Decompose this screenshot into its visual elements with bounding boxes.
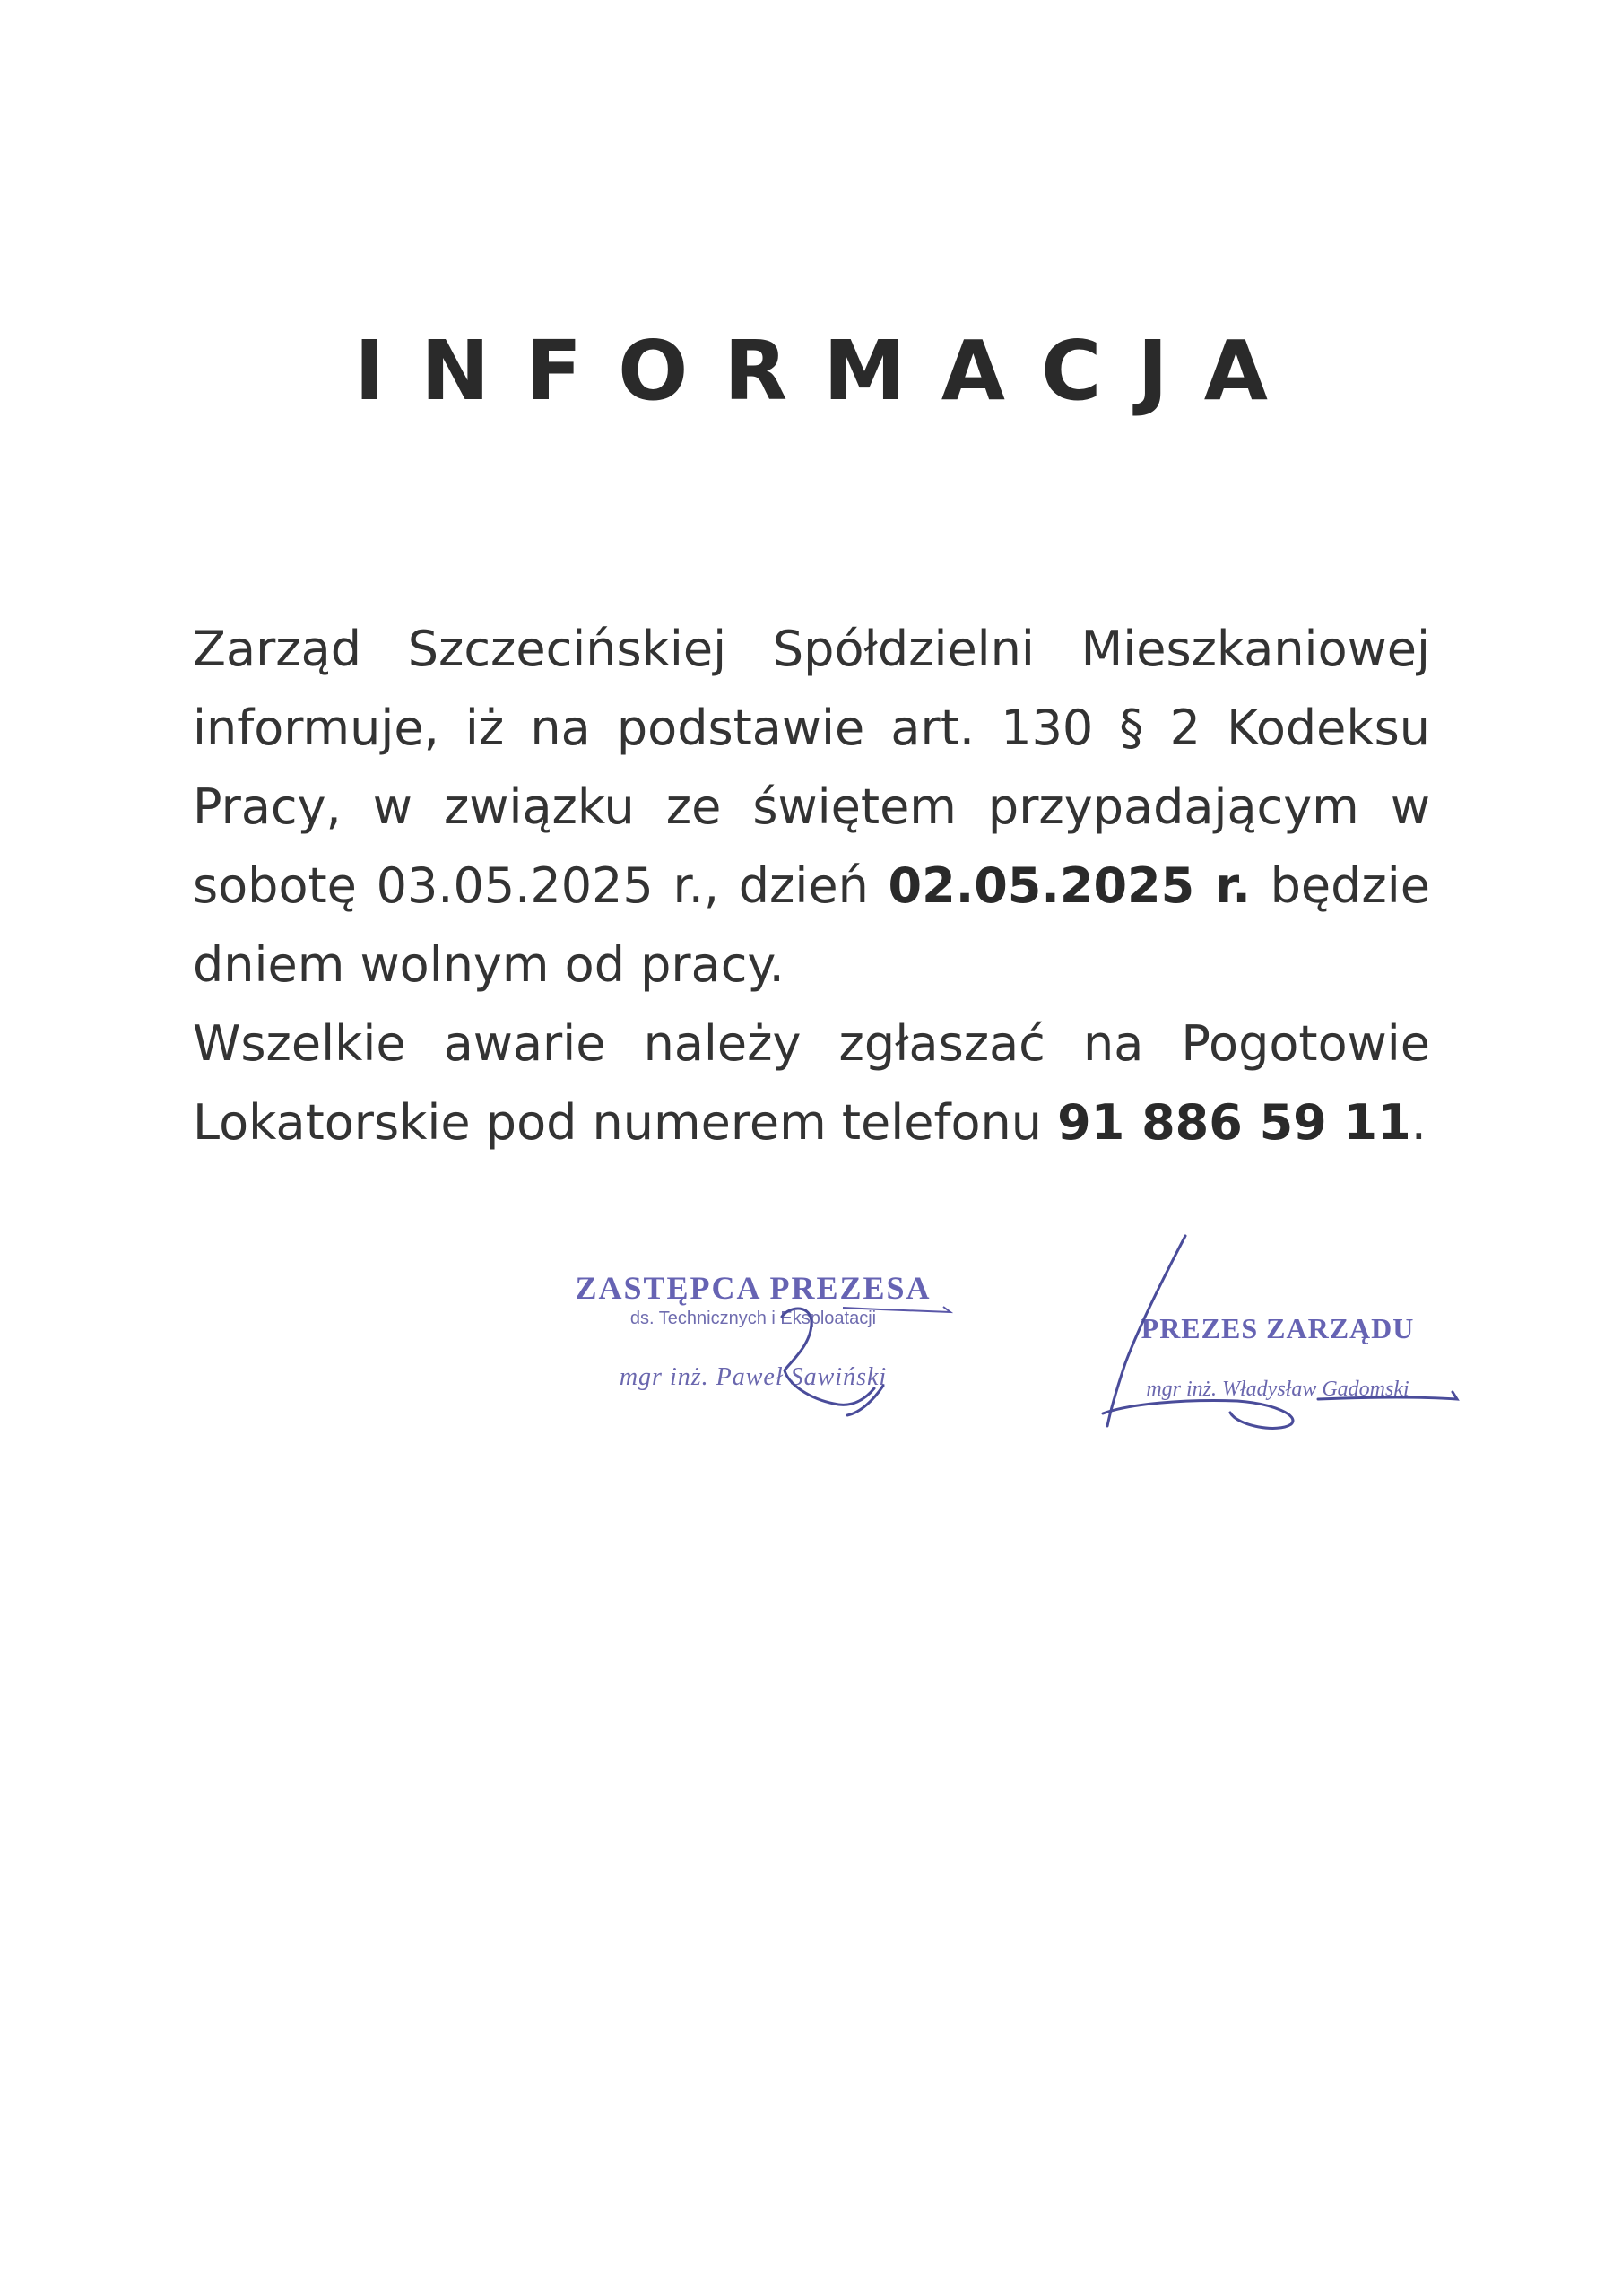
board-president-stamp — [1071, 1312, 1484, 1402]
document-body — [193, 610, 1430, 1162]
document-title: INFORMACJA — [354, 323, 1304, 419]
emergency-phone-number: 91 886 59 11 — [1057, 1094, 1411, 1151]
deputy-president-stamp — [538, 1269, 968, 1392]
emergency-text-start: Wszelkie awarie należy zgłaszać na Pogotowie Lokatorskie pod numerem telefonu — [193, 1015, 1430, 1151]
deputy-president-name: mgr inż. Paweł Sawiński — [619, 1363, 888, 1391]
announcement-text-end: będzie dniem wolnym od pracy. — [193, 857, 1431, 993]
emergency-text-end: . — [1410, 1094, 1427, 1151]
emergency-paragraph — [193, 1004, 1430, 1162]
board-president-role: PREZES ZARZĄDU — [1141, 1312, 1415, 1344]
deputy-president-role: ZASTĘPCA PREZESA — [575, 1270, 932, 1306]
announcement-paragraph — [193, 610, 1430, 1004]
announcement-text-start: Zarząd Szczecińskiej Spółdzielni Mieszkaniowej informuje, iż na podstawie art. 130 § 2 Kodeksu Pracy, w związku ze świętem przypadającym w sobotę 03.05.2025 r., dzień — [193, 621, 1430, 914]
deputy-president-department: ds. Technicznych i Eksploatacji — [629, 1309, 877, 1328]
board-president-name: mgr inż. Władysław Gadomski — [1146, 1378, 1409, 1401]
day-off-date: 02.05.2025 r. — [888, 857, 1251, 914]
